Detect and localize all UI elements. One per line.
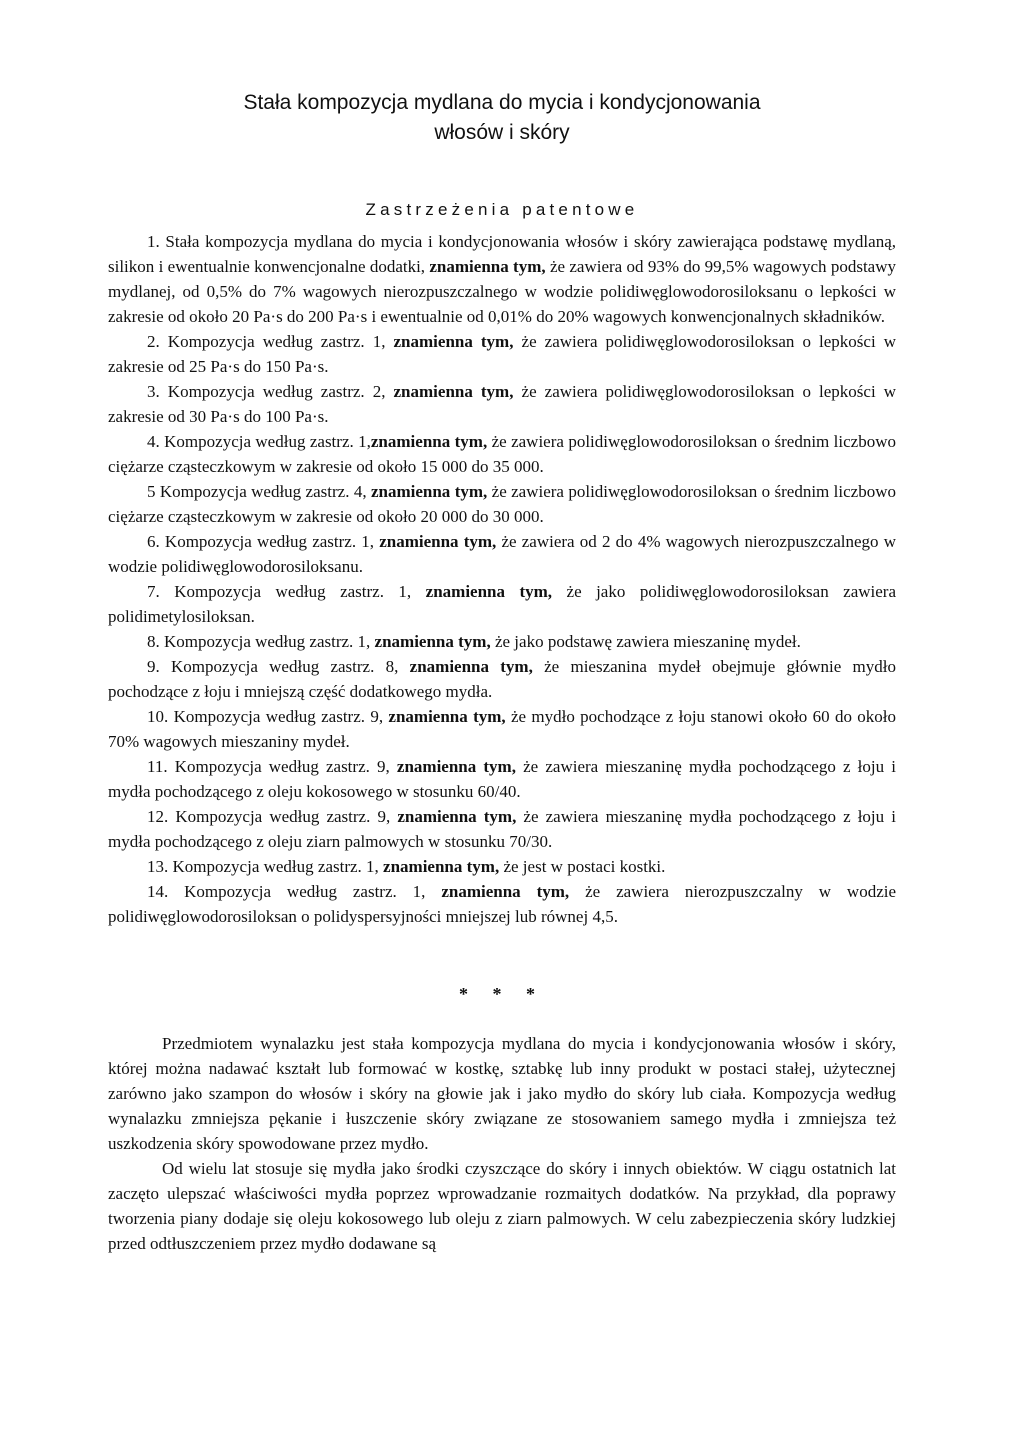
claim-text-post: że zawiera nierozpuszczalny w wodzie polidiwęglowodorosiloksan o polidyspersyjności mniejszej lub równej 4,5. (108, 882, 897, 926)
claim-number: 7. (147, 582, 160, 601)
title-line-2: włosów i skóry (434, 121, 570, 144)
claim-text-pre: Kompozycja według zastrz. 1, (159, 532, 380, 551)
claim-characterizing-phrase: znamienna tym, (396, 757, 516, 776)
description-body (108, 1031, 896, 1256)
claim-text-post: że zawiera polidiwęglowodorosiloksan o lepkości w zakresie od 25 Pa·s do 150 Pa·s. (108, 332, 896, 376)
claim-characterizing-phrase: znamienna tym, (383, 857, 500, 876)
claim-number: 2. (147, 332, 160, 351)
claim-item (108, 479, 896, 529)
claim-text-post: że mydło pochodzące z łoju stanowi około 60 do około 70% wagowych mieszaniny mydeł. (108, 707, 897, 751)
claim-number: 6. (147, 532, 160, 551)
claim-text-pre: Kompozycja według zastrz. 4, (155, 482, 371, 501)
claim-characterizing-phrase: znamienna tym, (370, 482, 488, 501)
claim-item (108, 229, 896, 329)
claim-item (108, 704, 896, 754)
claim-text-pre: Kompozycja według zastrz. 1, (168, 857, 384, 876)
claim-text-pre: Kompozycja według zastrz. 8, (159, 657, 410, 676)
claim-number: 8. (147, 632, 160, 651)
claim-characterizing-phrase: znamienna tym, (409, 657, 533, 676)
claim-number: 9. (147, 657, 160, 676)
claim-text-pre: Stała kompozycja mydlana do mycia i kondycjonowania włosów i skóry zawierająca podstawę mydlaną, silikon i ewentualnie konwencjonalne dodatki, (108, 232, 896, 276)
claim-item (108, 754, 896, 804)
claim-text-post: że jako polidiwęglowodorosiloksan zawiera polidimetylosiloksan. (108, 582, 897, 626)
claim-number: 12. (147, 807, 169, 826)
claim-text-pre: Kompozycja według zastrz. 1, (159, 582, 426, 601)
claim-item (108, 879, 896, 929)
claim-number: 11. (147, 757, 168, 776)
claim-item (108, 654, 896, 704)
claim-text-post: że zawiera od 2 do 4% wagowych nierozpuszczalnego w wodzie polidiwęglowodorosiloksanu. (108, 532, 896, 576)
section-heading-claims: Zastrzeżenia patentowe (365, 200, 639, 219)
claim-text-post: że zawiera mieszaninę mydła pochodzącego z łoju i mydła pochodzącego z oleju kokosowego w stosunku 60/40. (108, 757, 896, 801)
claim-item (108, 329, 896, 379)
claim-item (108, 804, 896, 854)
claim-text-post: że jest w postaci kostki. (499, 857, 666, 876)
description-paragraph: Od wielu lat stosuje się mydła jako środki czyszczące do skóry i innych obiektów. W ciągu ostatnich lat zaczęto ulepszać właściwości mydła poprzez wprowadzanie rozmaitych dodatków. Na przykład, dla poprawy tworzenia piany dodaje się oleju kokosowego lub oleju z ziarn palmowych. W celu zabezpieczenia skóry ludzkiej przed odtłuszczeniem przez mydło dodawane są (108, 1159, 896, 1253)
claim-characterizing-phrase: znamienna tym, (388, 707, 506, 726)
document-title (108, 88, 896, 148)
claim-text-pre: Kompozycja według zastrz. 9, (168, 807, 398, 826)
title-line-1: Stała kompozycja mydlana do mycia i kondycjonowania (243, 91, 761, 114)
claim-item (108, 579, 896, 629)
claim-item (108, 379, 896, 429)
claim-characterizing-phrase: znamienna tym, (425, 582, 553, 601)
claim-text-pre: Kompozycja według zastrz. 1, (168, 882, 442, 901)
claim-text-post: że jako podstawę zawiera mieszaninę mydeł. (490, 632, 801, 651)
claim-number: 13. (147, 857, 169, 876)
claim-text-pre: Kompozycja według zastrz. 2, (159, 382, 394, 401)
claim-number: 10. (147, 707, 169, 726)
description-paragraph: Przedmiotem wynalazku jest stała kompozycja mydlana do mycia i kondycjonowania włosów i skóry, której można nadawać kształt lub formować w kostkę, sztabkę lub inny produkt w postaci stałej, użytecznej zarówno jako szampon do włosów i skóry na głowie jak i jako mydło do skóry lub ciała. Kompozycja według wynalazku zmniejsza pękanie i łuszczenie skóry związane ze stosowaniem samego mydła i zmniejsza też uszkodzenia skóry spowodowane przez mydło. (108, 1034, 896, 1153)
claim-characterizing-phrase: znamienna tym, (393, 332, 514, 351)
claim-number: 1. (147, 232, 160, 251)
claim-text-pre: Kompozycja według zastrz. 9, (168, 707, 389, 726)
document-page (108, 88, 896, 1256)
claim-characterizing-phrase: znamienna tym, (374, 632, 491, 651)
claims-list (108, 229, 896, 929)
claim-text-post: że zawiera polidiwęglowodorosiloksan o średnim liczbowo ciężarze cząsteczkowym w zakresie od około 20 000 do 30 000. (108, 482, 896, 526)
claim-text-pre: Kompozycja według zastrz. 1, (159, 632, 375, 651)
claim-number: 14. (147, 882, 169, 901)
section-separator: * * * (459, 984, 545, 1004)
claim-text-post: że mieszanina mydeł obejmuje głównie mydło pochodzące z łoju i mniejszą część dodatkowego mydła. (108, 657, 896, 701)
claim-item (108, 529, 896, 579)
claim-number: 3. (147, 382, 160, 401)
claim-characterizing-phrase: znamienna tym, (397, 807, 517, 826)
claim-item (108, 854, 896, 879)
claim-text-post: że zawiera od 93% do 99,5% wagowych podstawy mydlanej, od 0,5% do 7% wagowych nierozpuszczalnego w wodzie polidiwęglowodorosiloksanu o lepkości w zakresie od około 20 Pa·s do 200 Pa·s i ewentualnie od 0,01% do 20% wagowych konwencjonalnych składników. (108, 257, 896, 326)
claim-item (108, 429, 896, 479)
claim-item (108, 629, 896, 654)
claim-text-post: że zawiera polidiwęglowodorosiloksan o średnim liczbowo ciężarze cząsteczkowym w zakresie od około 15 000 do 35 000. (108, 432, 896, 476)
claim-number: 4. (147, 432, 160, 451)
claim-text-post: że zawiera mieszaninę mydła pochodzącego z łoju i mydła pochodzącego z oleju ziarn palmowych w stosunku 70/30. (108, 807, 896, 851)
claim-characterizing-phrase: znamienna tym, (441, 882, 570, 901)
claim-text-pre: Kompozycja według zastrz. 1, (159, 332, 394, 351)
claim-text-post: że zawiera polidiwęglowodorosiloksan o lepkości w zakresie od 30 Pa·s do 100 Pa·s. (108, 382, 896, 426)
claim-text-pre: Kompozycja według zastrz. 9, (167, 757, 397, 776)
claim-text-pre: Kompozycja według zastrz. 1, (159, 432, 371, 451)
claim-characterizing-phrase: znamienna tym, (379, 532, 497, 551)
claim-characterizing-phrase: znamienna tym, (393, 382, 514, 401)
claim-number: 5 (147, 482, 156, 501)
claim-characterizing-phrase: znamienna tym, (370, 432, 488, 451)
claim-characterizing-phrase: znamienna tym, (429, 257, 546, 276)
